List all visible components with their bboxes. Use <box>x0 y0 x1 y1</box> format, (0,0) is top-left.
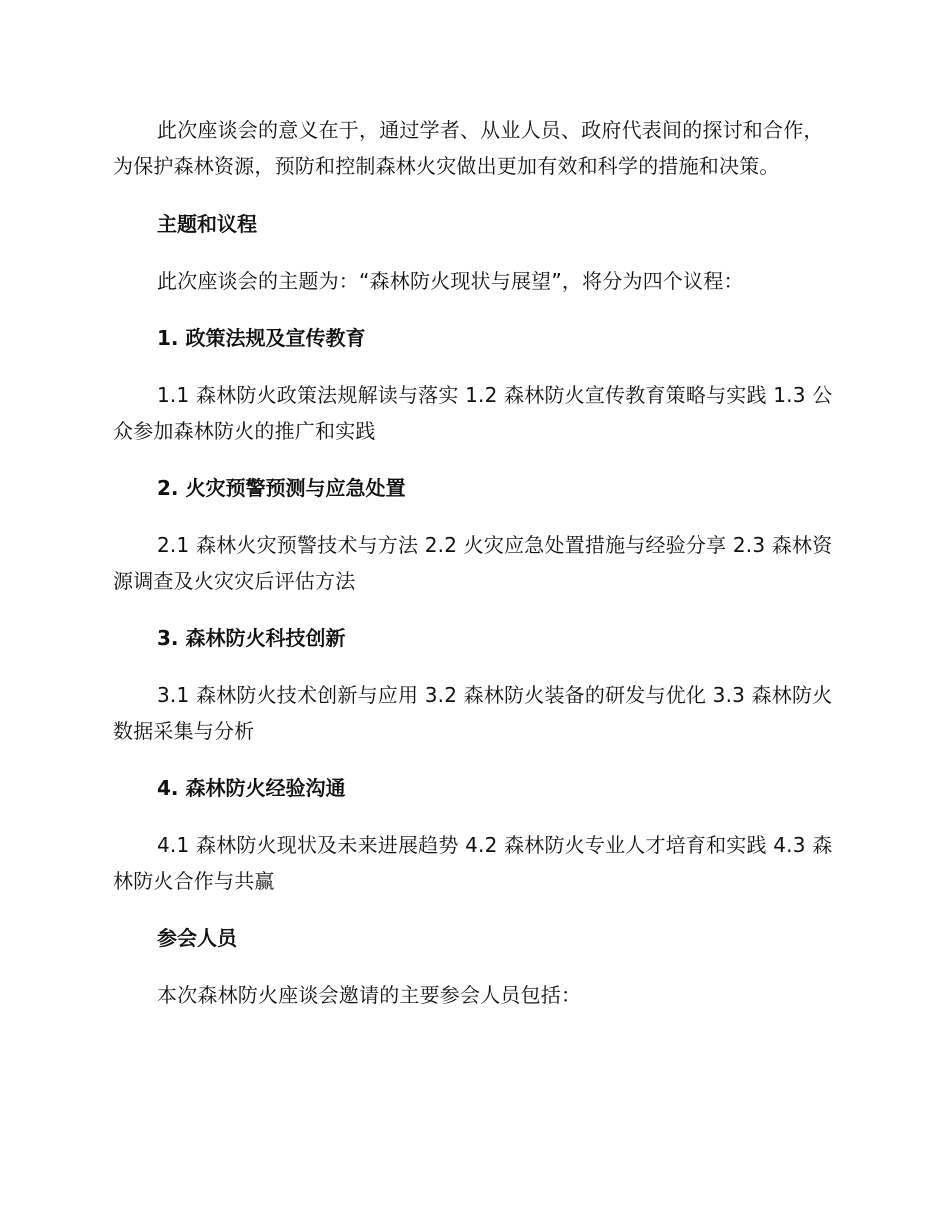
agenda-2-title: 2. 火灾预警预测与应急处置 <box>157 476 406 500</box>
agenda-1-items: 1.1 森林防火政策法规解读与落实 1.2 森林防火宣传教育策略与实践 1.3 公众参加森林防火的推广和实践 <box>113 383 833 443</box>
theme-paragraph: 此次座谈会的主题为：“森林防火现状与展望”，将分为四个议程： <box>157 269 744 293</box>
document-body <box>113 112 843 1013</box>
attendees-paragraph: 本次森林防火座谈会邀请的主要参会人员包括： <box>157 983 582 1007</box>
agenda-3-title: 3. 森林防火科技创新 <box>157 626 346 650</box>
agenda-4-items: 4.1 森林防火现状及未来进展趋势 4.2 森林防火专业人才培育和实践 4.3 森林防火合作与共赢 <box>113 833 833 893</box>
agenda-4-title: 4. 森林防火经验沟通 <box>157 776 346 800</box>
attendees-heading: 参会人员 <box>157 926 237 950</box>
theme-heading: 主题和议程 <box>157 212 257 236</box>
intro-paragraph: 此次座谈会的意义在于，通过学者、从业人员、政府代表间的探讨和合作，为保护森林资源，预防和控制森林火灾做出更加有效和科学的措施和决策。 <box>113 118 824 178</box>
agenda-3-items: 3.1 森林防火技术创新与应用 3.2 森林防火装备的研发与优化 3.3 森林防火数据采集与分析 <box>113 683 833 743</box>
agenda-2-items: 2.1 森林火灾预警技术与方法 2.2 火灾应急处置措施与经验分享 2.3 森林资源调查及火灾灾后评估方法 <box>113 533 833 593</box>
agenda-1-title: 1. 政策法规及宣传教育 <box>157 326 366 350</box>
